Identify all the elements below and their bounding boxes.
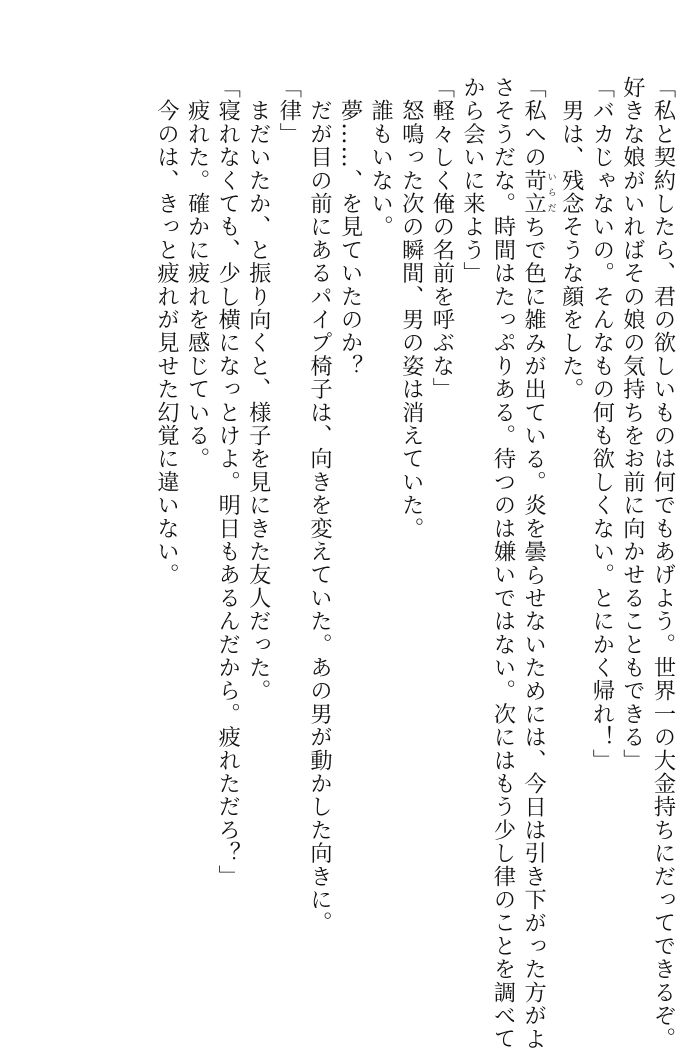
ruby-word bbox=[520, 168, 556, 216]
vertical-text-body bbox=[151, 76, 678, 1050]
ruby-reading: いらだ bbox=[545, 168, 556, 216]
text-line: から会いに来よう」 bbox=[459, 76, 486, 285]
text-line: 「軽々しく俺の名前を呼ぶな」 bbox=[428, 76, 455, 401]
text-line: 好きな娘がいればその娘の気持ちをお前に向かせることもできる」 bbox=[619, 76, 646, 772]
text-line: まだいたか、と振り向くと、様子を見にきた友人だった。 bbox=[245, 76, 272, 703]
text-line: 疲れた。確かに疲れを感じている。 bbox=[184, 76, 211, 471]
text-line: だが目の前にあるパイプ椅子は、向きを変えていた。あの男が動かした向きに。 bbox=[306, 76, 333, 935]
text-line: 男は、残念そうな顔をした。 bbox=[558, 76, 585, 401]
text-line: 「律」 bbox=[275, 76, 302, 146]
text-line: さそうだな。時間はたっぷりある。待つのは嫌いではない。次にはもう少し律のことを調べて bbox=[490, 76, 517, 1050]
text-segment: ちで色に雑みが出ている。炎を曇らせないためには、今日は引き下がった方がよ bbox=[520, 215, 547, 1050]
text-line: 今のは、きっと疲れが見せた幻覚に違いない。 bbox=[153, 76, 180, 587]
text-segment: 「私への bbox=[520, 76, 547, 169]
text-line-with-ruby bbox=[518, 76, 556, 1050]
text-line: 「バカじゃないの。そんなもの何も欲しくない。とにかく帰れ！」 bbox=[588, 76, 615, 772]
text-line: 「私と契約したら、君の欲しいものは何でもあげよう。世界一の大金持ちにだってできるぞ。 bbox=[650, 76, 676, 1050]
text-line: 夢……、を見ていたのか？ bbox=[337, 76, 364, 378]
text-line: 誰もいない。 bbox=[367, 76, 394, 239]
text-line: 怒鳴った次の瞬間、男の姿は消えていた。 bbox=[398, 76, 425, 540]
ruby-base: 苛立 bbox=[520, 168, 547, 216]
text-line: 「寝れなくても、少し横になっとけよ。明日もあるんだから。疲れただろ？」 bbox=[214, 76, 241, 888]
